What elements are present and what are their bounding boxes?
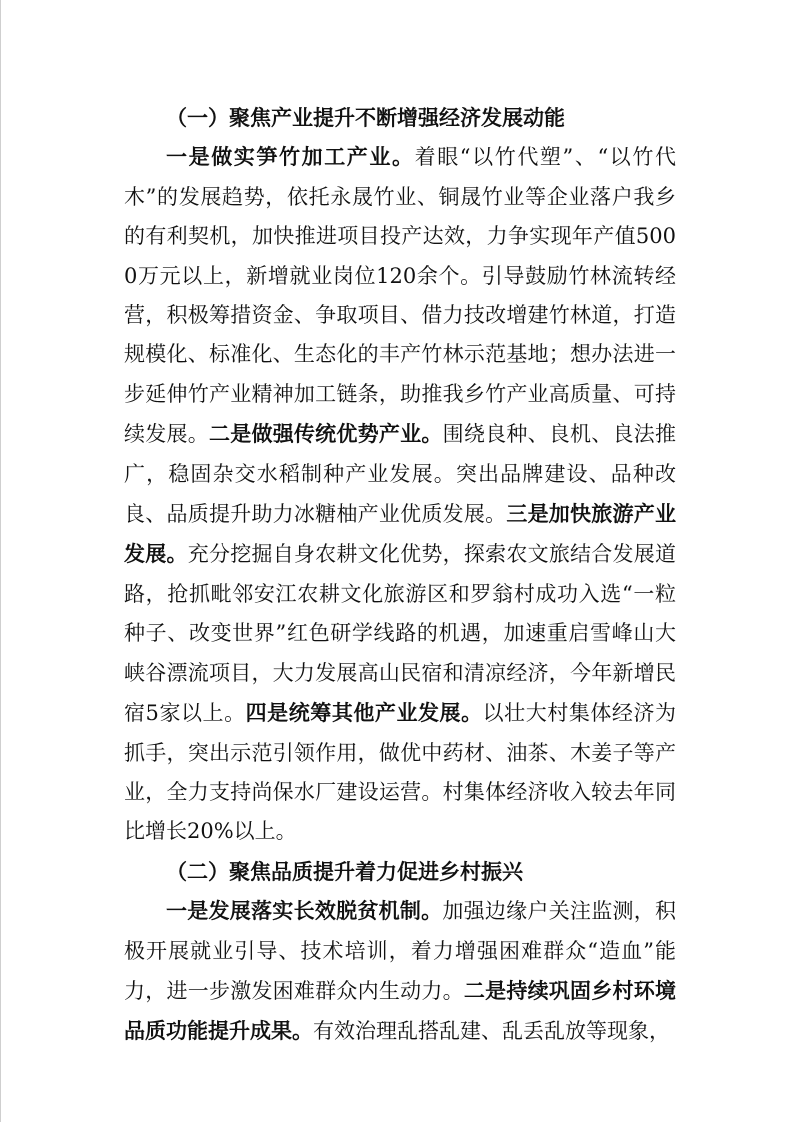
point-1-text: 着眼“以竹代塑”、“以竹代木”的发展趋势，依托永晟竹业、铜晟竹业等企业落户我乡的有利契机，加快推进项目投产达效，力争实现年产值5000万元以上，新增就业岗位120余个。引导鼓励竹林流转经营，积极筹措资金、争取项目、借力技改增建竹林道，打造规模化、标准化、生态化的丰产竹林示范基地；想办法进一步延伸竹产业精神加工链条，助推我乡竹产业高质量、可持续发展。: [124, 145, 676, 447]
section-2-point-2-lead: 二是持续巩固乡村环境品质功能提升成果。: [124, 977, 677, 1044]
section-2-point-1-lead: 一是发展落实长效脱贫机制。: [166, 898, 443, 924]
section-heading-2: （二）聚焦品质提升着力促进乡村振兴: [166, 858, 523, 884]
point-4-text: 以壮大村集体经济为抓手，突出示范引领作用，做优中药材、油茶、木姜子等产业，全力支持尚保水厂建设运营。村集体经济收入较去年同比增长20%以上。: [124, 701, 676, 844]
document-body: [124, 98, 676, 1052]
section-2-point-1-text: 加强边缘户关注监测，积极开展就业引导、技术培训，着力增强困难群众“造血”能力，进一步激发困难群众内生动力。: [124, 899, 676, 1003]
point-4-lead: 四是统筹其他产业发展。: [245, 700, 483, 726]
point-2-lead: 二是做强传统优势产业。: [208, 421, 443, 447]
section-heading-1: （一）聚焦产业提升不断增强经济发展动能: [166, 105, 565, 130]
section-2-point-2-text: 有效治理乱搭乱建、乱丢乱放等现象，: [313, 1019, 670, 1044]
point-3-lead: 三是加快旅游产业发展。: [124, 501, 677, 567]
point-1-lead: 一是做实笋竹加工产业。: [166, 144, 415, 170]
section-1-paragraph: [124, 137, 676, 851]
point-2-text: 围绕良种、良机、良法推广，稳固杂交水稻制种产业发展。突出品牌建设、品种改良、品质提升助力冰糖柚产业优质发展。: [124, 422, 677, 527]
point-3-text: 充分挖掘自身农耕文化优势，探索农文旅结合发展道路，抢抓毗邻安江农耕文化旅游区和罗翁村成功入选“一粒种子、改变世界”红色研学线路的机遇，加速重启雪峰山大峡谷漂流项目，大力发展高山民宿和清凉经济，今年新增民宿5家以上。: [124, 542, 677, 726]
section-2-paragraph: [124, 891, 676, 1052]
